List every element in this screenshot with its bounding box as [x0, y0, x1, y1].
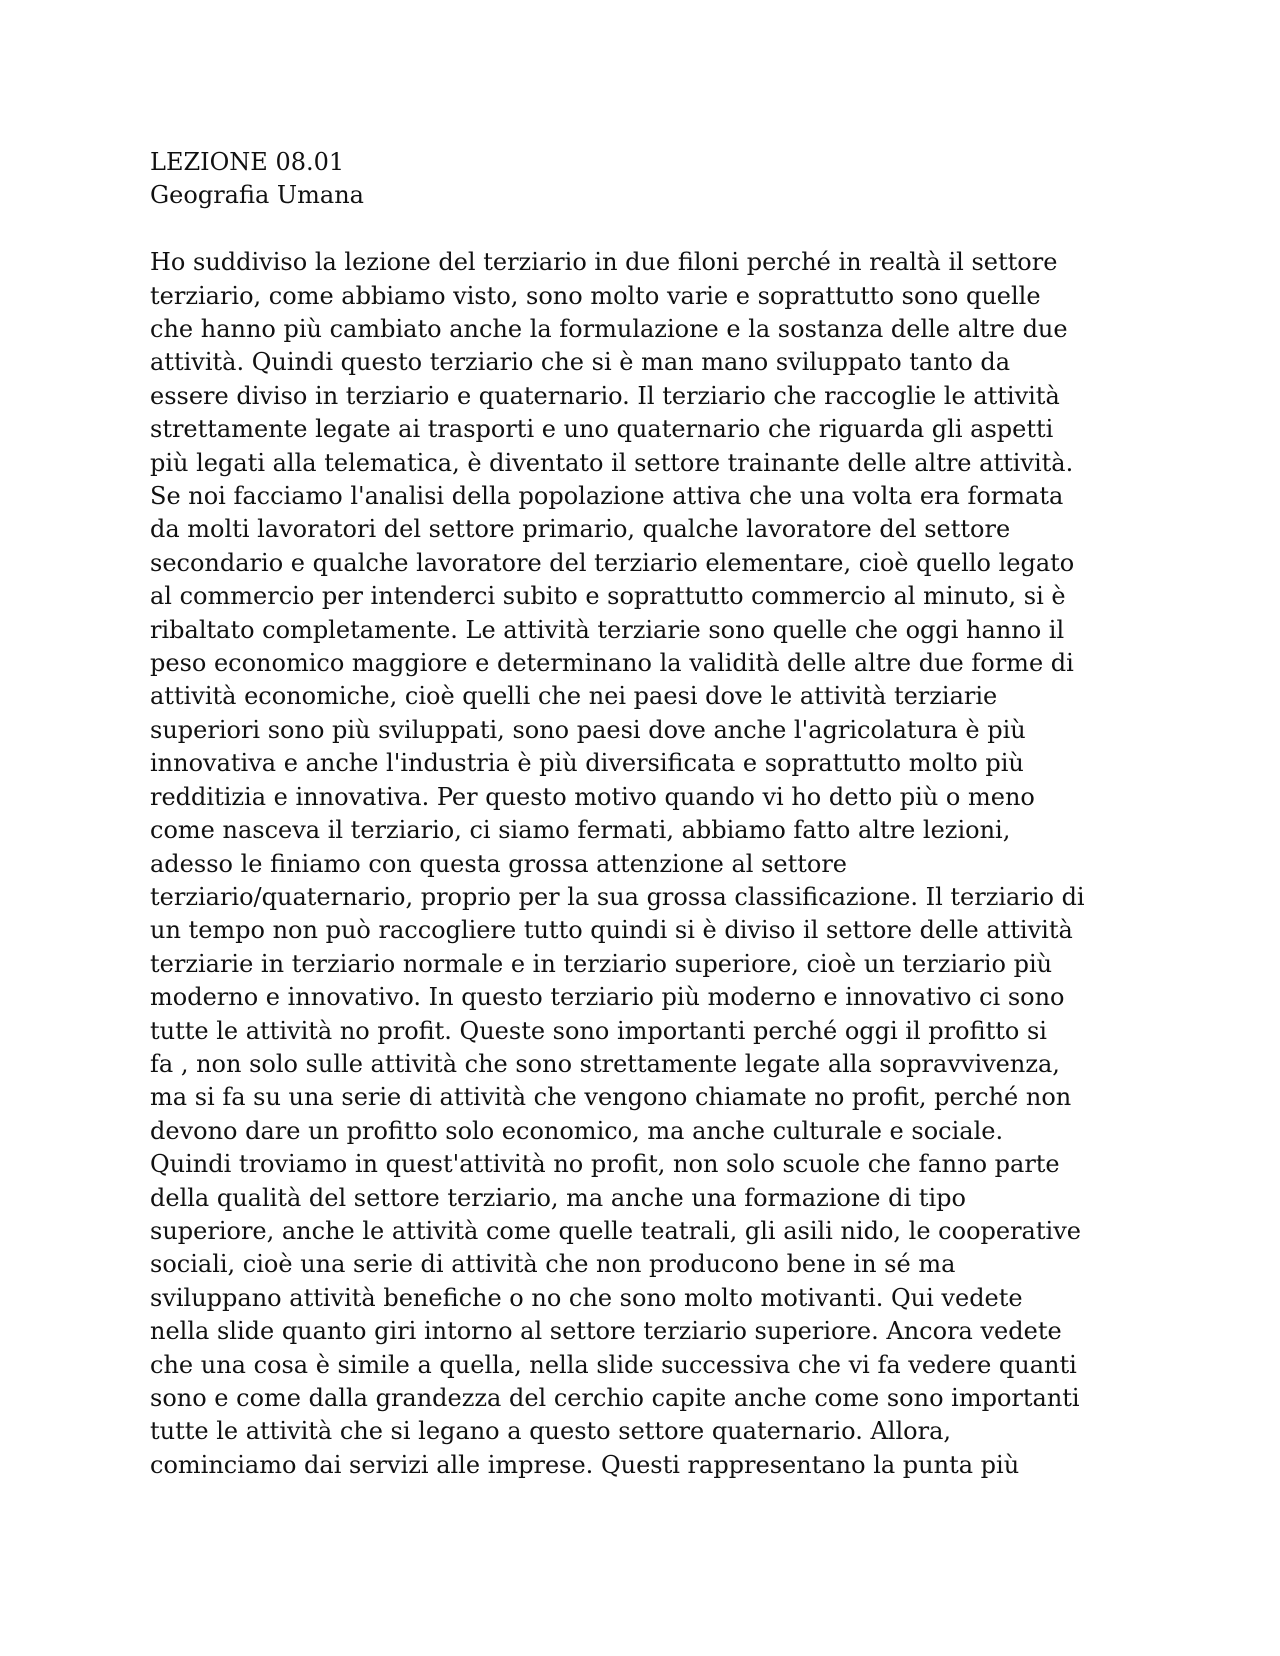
- text-line: più legati alla telematica, è diventato il settore trainante delle altre attività.: [150, 448, 1074, 477]
- text-line: terziarie in terziario normale e in terziario superiore, cioè un terziario più: [150, 949, 1053, 978]
- text-line: sono e come dalla grandezza del cerchio capite anche come sono importanti: [150, 1384, 1080, 1413]
- text-line: sviluppano attività benefiche o no che sono molto motivanti. Qui vedete: [150, 1283, 1023, 1312]
- text-line: da molti lavoratori del settore primario, qualche lavoratore del settore: [150, 515, 1011, 544]
- text-line: secondario e qualche lavoratore del terziario elementare, cioè quello legato: [150, 548, 1075, 577]
- text-line: moderno e innovativo. In questo terziario più moderno e innovativo ci sono: [150, 983, 1065, 1012]
- text-line: tutte le attività che si legano a questo settore quaternario. Allora,: [150, 1417, 952, 1446]
- document-page: [150, 146, 1140, 1482]
- body-paragraph: [150, 246, 1140, 1482]
- text-line: sociali, cioè una serie di attività che non producono bene in sé ma: [150, 1250, 956, 1279]
- text-line: ribaltato completamente. Le attività terziarie sono quelle che oggi hanno il: [150, 615, 1065, 644]
- text-line: ma si fa su una serie di attività che vengono chiamate no profit, perché non: [150, 1083, 1072, 1112]
- text-line: attività. Quindi questo terziario che si è man mano sviluppato tanto da: [150, 348, 1011, 377]
- text-line: devono dare un profitto solo economico, ma anche culturale e sociale.: [150, 1116, 1004, 1145]
- text-line: della qualità del settore terziario, ma anche una formazione di tipo: [150, 1183, 966, 1212]
- text-line: peso economico maggiore e determinano la validità delle altre due forme di: [150, 649, 1074, 678]
- text-line: Quindi troviamo in quest'attività no profit, non solo scuole che fanno parte: [150, 1150, 1060, 1179]
- text-line: Se noi facciamo l'analisi della popolazione attiva che una volta era formata: [150, 482, 1064, 511]
- text-line: Ho suddiviso la lezione del terziario in due filoni perché in realtà il settore: [150, 248, 1058, 277]
- text-line: un tempo non può raccogliere tutto quindi si è diviso il settore delle attività: [150, 916, 1073, 945]
- text-line: superiori sono più sviluppati, sono paesi dove anche l'agricolatura è più: [150, 715, 1026, 744]
- text-line: superiore, anche le attività come quelle teatrali, gli asili nido, le cooperative: [150, 1216, 1081, 1245]
- text-line: innovativa e anche l'industria è più diversificata e soprattutto molto più: [150, 749, 1024, 778]
- document-subtitle: Geografia Umana: [150, 181, 364, 210]
- text-line: come nasceva il terziario, ci siamo fermati, abbiamo fatto altre lezioni,: [150, 816, 1011, 845]
- text-line: tutte le attività no profit. Queste sono importanti perché oggi il profitto si: [150, 1016, 1047, 1045]
- text-line: attività economiche, cioè quelli che nei paesi dove le attività terziarie: [150, 682, 998, 711]
- text-line: nella slide quanto giri intorno al settore terziario superiore. Ancora vedete: [150, 1317, 1062, 1346]
- text-line: che hanno più cambiato anche la formulazione e la sostanza delle altre due: [150, 315, 1068, 344]
- text-line: terziario, come abbiamo visto, sono molto varie e soprattutto sono quelle: [150, 281, 1041, 310]
- paragraph-spacer: [150, 213, 1140, 246]
- text-line: al commercio per intenderci subito e soprattutto commercio al minuto, si è: [150, 582, 1066, 611]
- text-line: che una cosa è simile a quella, nella slide successiva che vi fa vedere quanti: [150, 1350, 1077, 1379]
- text-line: strettamente legate ai trasporti e uno quaternario che riguarda gli aspetti: [150, 415, 1054, 444]
- text-line: redditizia e innovativa. Per questo motivo quando vi ho detto più o meno: [150, 782, 1035, 811]
- text-line: cominciamo dai servizi alle imprese. Questi rappresentano la punta più: [150, 1450, 1020, 1479]
- text-line: adesso le finiamo con questa grossa attenzione al settore: [150, 849, 847, 878]
- text-line: essere diviso in terziario e quaternario. Il terziario che raccoglie le attività: [150, 381, 1060, 410]
- text-line: terziario/quaternario, proprio per la sua grossa classificazione. Il terziario di: [150, 882, 1085, 911]
- text-line: fa , non solo sulle attività che sono strettamente legate alla sopravvivenza,: [150, 1049, 1060, 1078]
- document-title: LEZIONE 08.01: [150, 148, 345, 176]
